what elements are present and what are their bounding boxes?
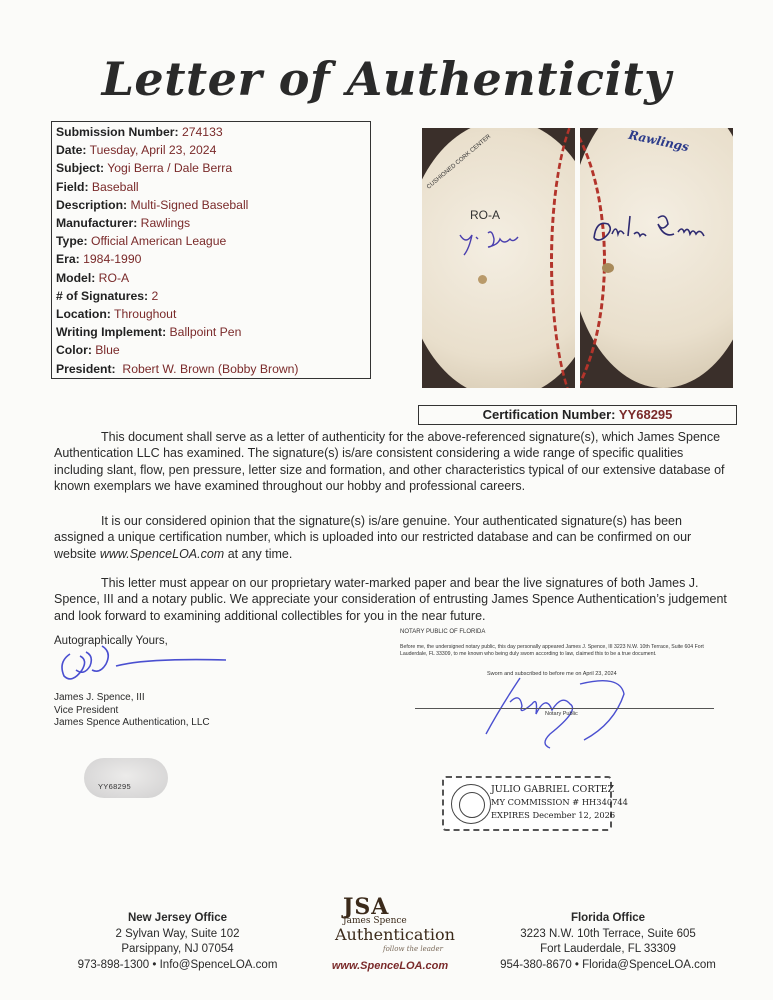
detail-label: Subject: — [56, 161, 105, 176]
office-address-line1: 3223 N.W. 10th Terrace, Suite 605 — [520, 927, 696, 940]
ball-model-text: RO-A — [470, 208, 500, 222]
jsa-logo-main: Authentication — [335, 925, 455, 944]
detail-label: Type: — [56, 234, 88, 249]
james-spence-signature — [56, 640, 226, 690]
office-contact: 954-380-8670 • Florida@SpenceLOA.com — [500, 958, 716, 971]
detail-row — [56, 360, 370, 378]
hologram-number: YY68295 — [98, 782, 131, 791]
detail-label: # of Signatures: — [56, 288, 149, 303]
detail-value: Baseball — [91, 179, 139, 194]
detail-value: Throughout — [114, 307, 177, 322]
detail-row — [56, 287, 370, 305]
detail-label: Writing Implement: — [56, 325, 167, 340]
certification-box — [418, 405, 737, 425]
detail-row — [56, 178, 370, 196]
detail-value: RO-A — [98, 270, 130, 285]
detail-value: 2 — [151, 288, 159, 303]
detail-row — [56, 305, 370, 323]
notary-signature-line — [415, 708, 714, 709]
florida-office — [480, 911, 736, 973]
dale-berra-signature — [588, 208, 728, 258]
detail-value: Tuesday, April 23, 2024 — [89, 143, 217, 158]
yogi-berra-signature — [452, 223, 542, 263]
detail-row — [56, 341, 370, 359]
detail-value: Multi-Signed Baseball — [130, 197, 249, 212]
detail-row — [56, 123, 370, 141]
paragraph-examination: This document shall serve as a letter of authenticity for the above-referenced signature(s), which James Spence Authentication LLC has examined. The signature(s) is/are consistent considering a wide range of specific qualities including slant, flow, pen pressure, letter size and formation, and other characteristics typical of our extensive database of known exemplars we have examined throughout our hobby and professional careers. — [54, 430, 725, 493]
hologram-sticker — [84, 758, 168, 798]
paragraph-opinion-text: It is our considered opinion that the signature(s) is/are genuine. Your authenticated signature(s) has been assigned a unique certification number, which is uploaded into our restricted database and can be confirmed on our website — [54, 514, 692, 561]
details-box — [51, 121, 371, 379]
detail-label: Description: — [56, 197, 128, 212]
detail-row — [56, 196, 370, 214]
detail-value: Yogi Berra / Dale Berra — [107, 161, 233, 176]
notary-seal-icon — [451, 784, 491, 824]
capitol-icon — [459, 792, 485, 818]
detail-label: Location: — [56, 307, 111, 322]
detail-value: 1984-1990 — [83, 252, 142, 267]
rawlings-logo-text: Rawlings — [627, 128, 691, 155]
detail-value: Rawlings — [140, 216, 191, 231]
notary-stamp — [442, 776, 628, 831]
notary-signature — [480, 668, 640, 750]
ball-mark — [602, 263, 614, 273]
stamp-notary-name: JULIO GABRIEL CORTEZ — [491, 784, 615, 795]
paragraph-opinion-end: at any time. — [224, 546, 293, 561]
jsa-logo-tagline: follow the leader — [383, 945, 443, 953]
detail-row — [56, 159, 370, 177]
certification-label: Certification Number: — [482, 407, 616, 422]
paragraph-requirements: This letter must appear on our proprietary water-marked paper and bear the live signatures of both James J. Spence, III and a notary public. We appreciate your consideration of entrusting James Spence Authentication’s judgement and look forward to examining additional collectibles for you in the near future. — [54, 576, 727, 623]
detail-row — [56, 269, 370, 287]
detail-row — [56, 214, 370, 232]
detail-row — [56, 141, 370, 159]
detail-label: Era: — [56, 252, 80, 267]
certification-number: YY68295 — [618, 407, 673, 422]
jsa-website-link[interactable]: www.SpenceLOA.com — [331, 960, 449, 972]
office-address-line2: Parsippany, NJ 07054 — [121, 943, 234, 955]
page-title: Letter of Authenticity — [101, 52, 672, 106]
jsa-logo-abbr: JSA — [343, 894, 390, 920]
detail-value: Official American League — [91, 234, 227, 249]
detail-label: Color: — [56, 343, 92, 358]
ball-arc-text: CUSHIONED CORK CENTER — [426, 133, 493, 191]
new-jersey-office — [50, 911, 305, 973]
detail-label: Manufacturer: — [56, 216, 138, 231]
detail-row — [56, 232, 370, 250]
baseball-photo-right — [580, 128, 733, 388]
signer-name: James J. Spence, III — [54, 692, 145, 703]
ball-mark — [478, 275, 487, 284]
detail-value: Blue — [95, 343, 120, 358]
jsa-logo — [305, 892, 475, 976]
signer-role: Vice President — [54, 704, 119, 716]
notary-heading: NOTARY PUBLIC OF FLORIDA — [400, 629, 486, 635]
signer-company: James Spence Authentication, LLC — [54, 717, 210, 728]
detail-value: Ballpoint Pen — [169, 325, 242, 340]
jsa-logo-name: James Spence — [343, 916, 407, 926]
detail-label: Date: — [56, 143, 87, 158]
stamp-expiry: EXPIRES December 12, 2026 — [491, 810, 616, 820]
detail-value: 274133 — [181, 125, 223, 139]
stamp-commission: MY COMMISSION # HH340744 — [491, 797, 628, 807]
detail-label: President: — [56, 361, 116, 376]
website-link[interactable]: www.SpenceLOA.com — [99, 546, 225, 561]
office-address-line1: 2 Sylvan Way, Suite 102 — [115, 927, 240, 940]
detail-row — [56, 323, 370, 341]
detail-row — [56, 250, 370, 268]
detail-label: Submission Number: — [56, 125, 179, 139]
stamp-text — [491, 783, 628, 822]
detail-label: Model: — [56, 270, 96, 285]
office-title: New Jersey Office — [127, 912, 228, 924]
office-title: Florida Office — [570, 912, 646, 924]
office-address-line2: Fort Lauderdale, FL 33309 — [540, 943, 676, 955]
signer-details — [54, 692, 210, 730]
sworn-statement: Sworn and subscribed to before me on April 23, 2024 — [487, 671, 617, 677]
office-contact: 973-898-1300 • Info@SpenceLOA.com — [77, 958, 278, 971]
notary-statement: Before me, the undersigned notary public, this day personally appeared James J. Spence, III 3223 N.W. 10th Terrace, Suite 604 Fort Lauderdale, FL 33309, to me known who being duly sworn according to law, claimed this to be a true document. — [400, 644, 704, 657]
paragraph-opinion — [54, 513, 730, 562]
detail-label: Field: — [56, 179, 89, 194]
baseball-photo-left — [422, 128, 575, 388]
detail-value: Robert W. Brown (Bobby Brown) — [122, 361, 299, 376]
notary-public-label: Notary Public — [545, 711, 578, 717]
closing-text: Autographically Yours, — [54, 635, 168, 647]
